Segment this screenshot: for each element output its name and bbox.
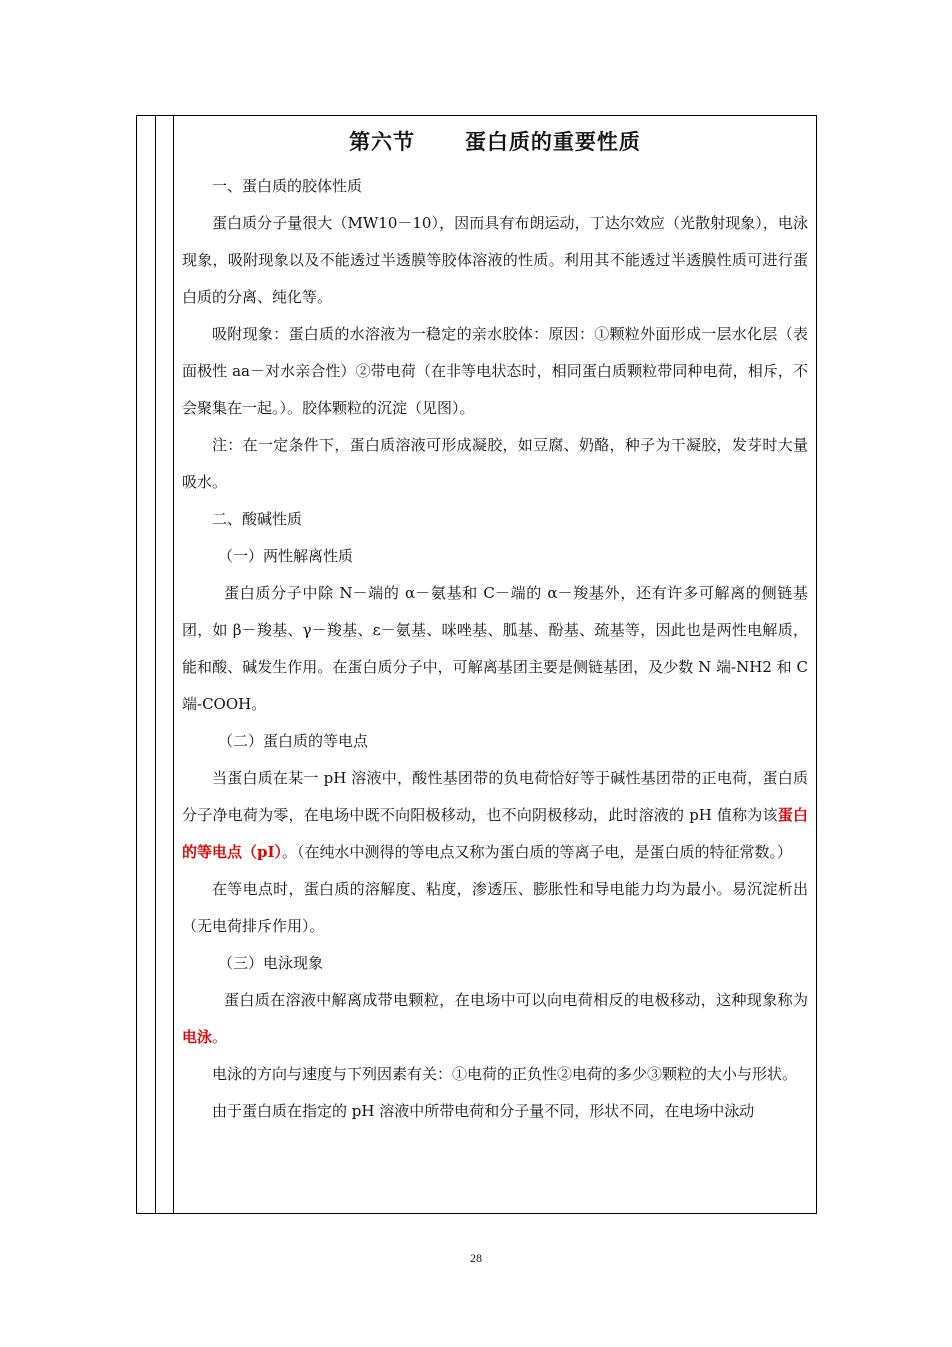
highlight-electrophoresis: 电泳 <box>182 1028 213 1046</box>
content-table <box>136 115 817 1214</box>
paragraph-electrophoresis-continued: 由于蛋白质在指定的 pH 溶液中所带电荷和分子量不同，形状不同，在电场中泳动 <box>212 1102 755 1120</box>
content-cell <box>182 116 808 1130</box>
paragraph-colloid-intro: 蛋白质分子量很大（MW10－10），因而具有布朗运动，丁达尔效应（光散射现象），电泳现象，吸附现象以及不能透过半透膜等胶体溶液的性质。利用其不能透过半透膜性质可进行蛋白质的分离、纯化等。 <box>182 214 808 306</box>
text-segment: 当蛋白质在某一 pH 溶液中，酸性基团带的负电荷恰好等于碱性基团带的正电荷，蛋白质分子净电荷为零，在电场中既不向阳极移动，也不向阴极移动，此时溶液的 pH 值称为该 <box>182 769 808 824</box>
table-margin-column-2 <box>155 116 174 1213</box>
heading-acid-base: 二、酸碱性质 <box>212 510 303 528</box>
page-number: 28 <box>470 1251 482 1265</box>
section-title: 第六节 蛋白质的重要性质 <box>349 130 641 154</box>
heading-amphoteric: （一）两性解离性质 <box>218 547 354 565</box>
heading-electrophoresis: （三）电泳现象 <box>218 954 324 972</box>
heading-isoelectric-point: （二）蛋白质的等电点 <box>218 732 369 750</box>
paragraph-adsorption: 吸附现象：蛋白质的水溶液为一稳定的亲水胶体：原因：①颗粒外面形成一层水化层（表面极性 aa－对水亲合性）②带电荷（在非等电状态时，相同蛋白质颗粒带同种电荷，相斥，不会聚集在一起。）。胶体颗粒的沉淀（见图）。 <box>182 325 808 417</box>
table-margin-column-1 <box>137 116 156 1213</box>
paragraph-electrophoresis-definition <box>182 982 808 1056</box>
paragraph-isoelectric-definition <box>182 760 808 871</box>
paragraph-electrophoresis-factors: 电泳的方向与速度与下列因素有关：①电荷的正负性②电荷的多少③颗粒的大小与形状。 <box>212 1065 798 1083</box>
highlight-isoelectric-point: 蛋白的等电点（pI） <box>182 806 808 861</box>
heading-colloid-properties: 一、蛋白质的胶体性质 <box>212 177 363 195</box>
text-segment: 。（在纯水中测得的等电点又称为蛋白质的等离子电，是蛋白质的特征常数。） <box>282 843 793 861</box>
paragraph-isoelectric-effects: 在等电点时，蛋白质的溶解度、粘度，渗透压、膨胀性和导电能力均为最小。易沉淀析出（无电荷排斥作用）。 <box>182 880 808 935</box>
paragraph-gel-note: 注：在一定条件下，蛋白质溶液可形成凝胶，如豆腐、奶酪，种子为干凝胶，发芽时大量吸水。 <box>182 436 808 491</box>
paragraph-amphoteric: 蛋白质分子中除 N－端的 α－氨基和 C－端的 α－羧基外，还有许多可解离的侧链基团，如 β－羧基、γ－羧基、ε－氨基、咪唑基、胍基、酚基、巯基等，因此也是两性电解质，能和酸、碱发生作用。在蛋白质分子中，可解离基团主要是侧链基团，及少数 N 端-NH2 和 C 端-COOH。 <box>182 584 808 713</box>
text-segment: 蛋白质在溶液中解离成带电颗粒，在电场中可以向电荷相反的电极移动，这种现象称为 <box>224 991 808 1009</box>
text-segment: 。 <box>212 1028 228 1046</box>
